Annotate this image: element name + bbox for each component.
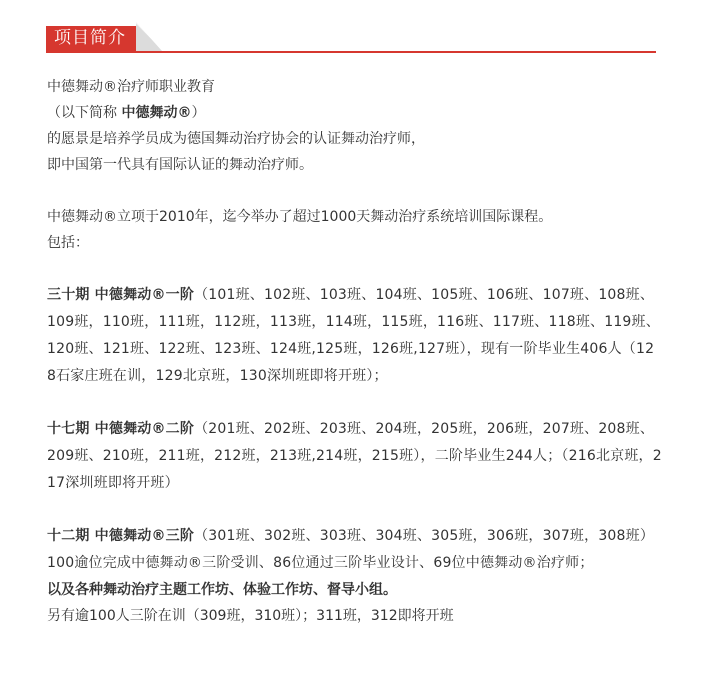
- intro-line-3: 的愿景是培养学员成为德国舞动治疗协会的认证舞动治疗师，: [47, 131, 425, 147]
- intro-line-2-prefix: （以下简称: [47, 105, 122, 121]
- tag-corner-decoration: [136, 22, 162, 51]
- section-title: 项目简介: [46, 26, 136, 51]
- paragraph-gap: [47, 390, 662, 416]
- level-2-paragraph: [47, 416, 662, 497]
- level-2-lead: 十七期 中德舞动®二阶: [47, 421, 195, 437]
- level-3-paragraph: [47, 523, 662, 577]
- intro-line-2-suffix: ）: [191, 105, 206, 121]
- paragraph-gap: [47, 256, 662, 282]
- level-2-text: （201班、202班、203班、204班，205班，206班，207班、208班、209班、210班，211班，212班，213班,214班，215班），二阶毕业生244人；（216北京班，217深圳班即将开班）: [47, 421, 662, 491]
- paragraph-gap: [47, 178, 662, 204]
- intro-line-2-brand: 中德舞动®: [121, 105, 192, 121]
- history-line-2: 包括：: [47, 235, 89, 251]
- intro-line-1: 中德舞动®治疗师职业教育: [47, 79, 215, 95]
- paragraph-gap: [47, 497, 662, 523]
- level-1-text: （101班、102班、103班、104班、105班、106班、107班、108班、109班，110班，111班，112班，113班，114班，115班，116班、117班、118班、119班、120班、121班、122班、123班、124班,125班，126班,127班），现有一阶毕业生406人（128石家庄班在训，129北京班，130深圳班即将开班）；: [47, 287, 660, 384]
- intro-line-2: [47, 100, 662, 126]
- closing-line-1: 以及各种舞动治疗主题工作坊、体验工作坊、督导小组。: [47, 582, 397, 598]
- header-divider: [46, 51, 656, 53]
- closing-line-2: 另有逾100人三阶在训（309班，310班）；311班，312即将开班: [47, 608, 454, 624]
- article-body: [47, 74, 662, 629]
- intro-line-4: 即中国第一代具有国际认证的舞动治疗师。: [47, 157, 313, 173]
- level-3-lead: 十二期 中德舞动®三阶: [47, 528, 195, 544]
- level-1-lead: 三十期 中德舞动®一阶: [47, 287, 195, 303]
- history-line-1: 中德舞动®立项于2010年，迄今举办了超过1000天舞动治疗系统培训国际课程。: [47, 209, 553, 225]
- section-header: [46, 22, 656, 54]
- level-3-text: （301班、302班、303班、304班、305班，306班，307班，308班）100逾位完成中德舞动®三阶受训、86位通过三阶毕业设计、69位中德舞动®治疗师；: [47, 528, 655, 571]
- level-1-paragraph: [47, 282, 662, 390]
